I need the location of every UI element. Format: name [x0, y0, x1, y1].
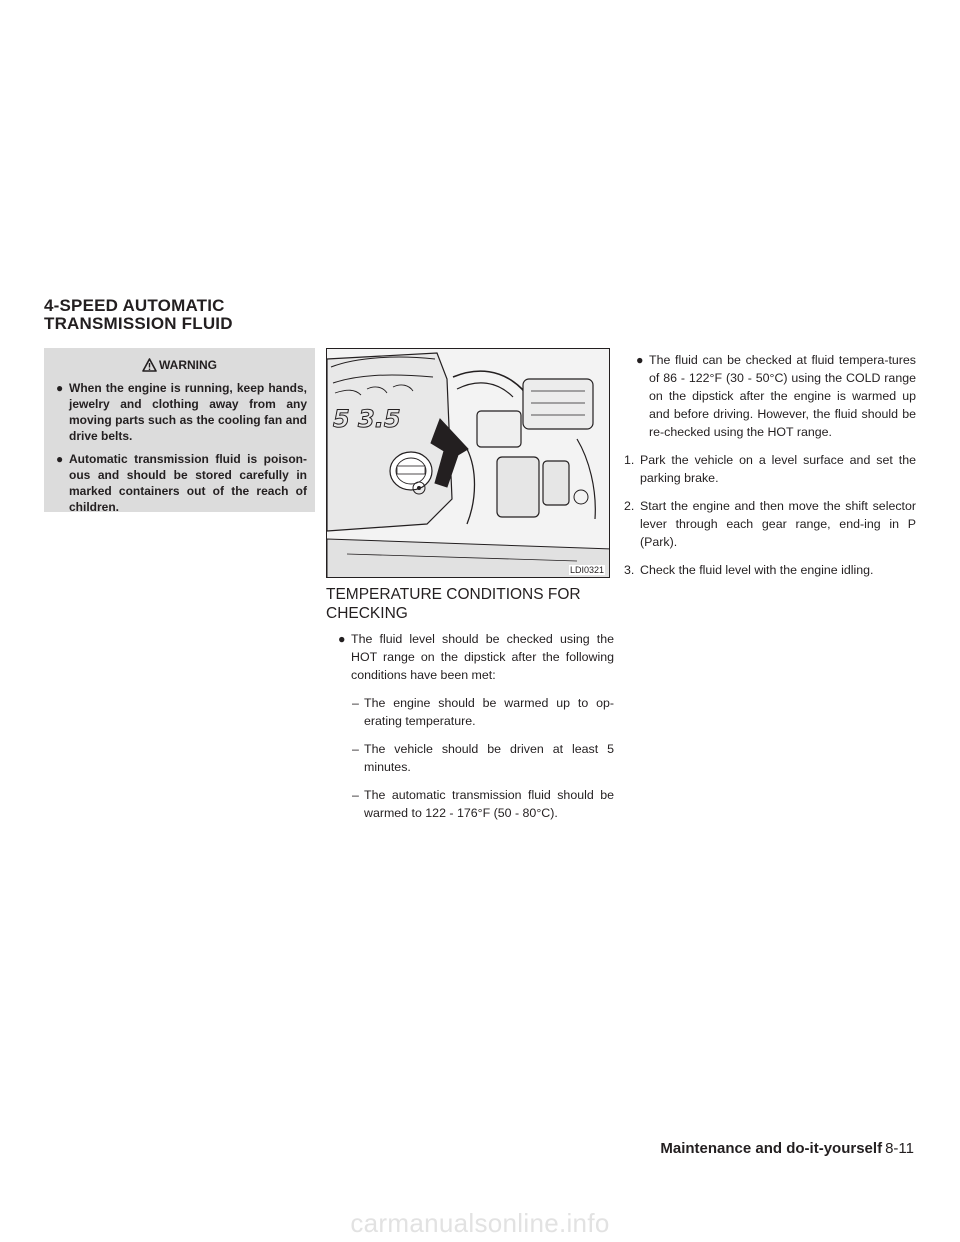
warning-item — [44, 380, 315, 444]
chapter-title: Maintenance and do-it-yourself — [660, 1140, 883, 1157]
step-item — [624, 561, 916, 579]
warning-triangle-icon — [142, 358, 157, 372]
condition-item — [326, 740, 614, 776]
step-text: Start the engine and then move the shift selector lever through each gear range, end-ing in P (Park). — [640, 499, 916, 549]
page-footer — [574, 1140, 914, 1157]
dash-marker: – — [352, 788, 359, 802]
condition-text: The vehicle should be driven at least 5 minutes. — [364, 742, 614, 774]
warning-header — [44, 356, 315, 374]
bullet-icon: ● — [56, 381, 64, 395]
bullet-icon: ● — [636, 353, 644, 367]
engine-bay-illustration — [327, 349, 610, 578]
warning-title: WARNING — [159, 358, 217, 372]
bullet-paragraph-text: The fluid can be checked at fluid tempera-tures of 86 - 122°F (30 - 50°C) using the COLD range on the dipstick after the engine is warmed up and before driving. However, the fluid should be re-checked using the HOT range. — [649, 353, 916, 439]
step-number: 1. — [624, 453, 635, 467]
bullet-icon: ● — [338, 632, 346, 646]
step-item — [624, 451, 916, 487]
step-text: Check the fluid level with the engine idling. — [640, 563, 874, 577]
bullet-icon: ● — [56, 452, 64, 466]
warning-list — [44, 380, 315, 515]
section-title-line1: 4-SPEED AUTOMATIC — [44, 296, 225, 315]
bullet-paragraph-text: The fluid level should be checked using the HOT range on the dipstick after the following conditions have been met: — [351, 632, 614, 682]
step-number: 2. — [624, 499, 635, 513]
subheading: TEMPERATURE CONDITIONS FOR CHECKING — [326, 586, 581, 622]
warning-box — [44, 348, 315, 512]
warning-item-text: Automatic transmission fluid is poison-ous and should be stored carefully in marked containers out of the reach of children. — [69, 452, 307, 514]
warning-item — [44, 451, 315, 515]
condition-item — [326, 786, 614, 822]
engine-bay-figure — [326, 348, 610, 578]
step-number: 3. — [624, 563, 635, 577]
column-2 — [326, 630, 614, 832]
section-title — [44, 297, 464, 333]
step-item — [624, 497, 916, 551]
bullet-paragraph — [624, 351, 916, 441]
watermark: carmanualsonline.info — [350, 1208, 610, 1238]
condition-text: The engine should be warmed up to op-erating temperature. — [364, 696, 614, 728]
condition-text: The automatic transmission fluid should be warmed to 122 - 176°F (50 - 80°C). — [364, 788, 614, 820]
column-3 — [624, 351, 916, 589]
bullet-paragraph — [326, 630, 614, 684]
step-text: Park the vehicle on a level surface and set the parking brake. — [640, 453, 916, 485]
warning-item-text: When the engine is running, keep hands, jewelry and clothing away from any moving parts such as the cooling fan and drive belts. — [69, 381, 307, 443]
dash-marker: – — [352, 742, 359, 756]
svg-text:5 3.5: 5 3.5 — [333, 405, 401, 433]
page-number: 8-11 — [885, 1140, 914, 1157]
figure-id: LDI0321 — [569, 565, 604, 575]
condition-item — [326, 694, 614, 730]
dash-marker: – — [352, 696, 359, 710]
section-title-line2: TRANSMISSION FLUID — [44, 314, 233, 333]
